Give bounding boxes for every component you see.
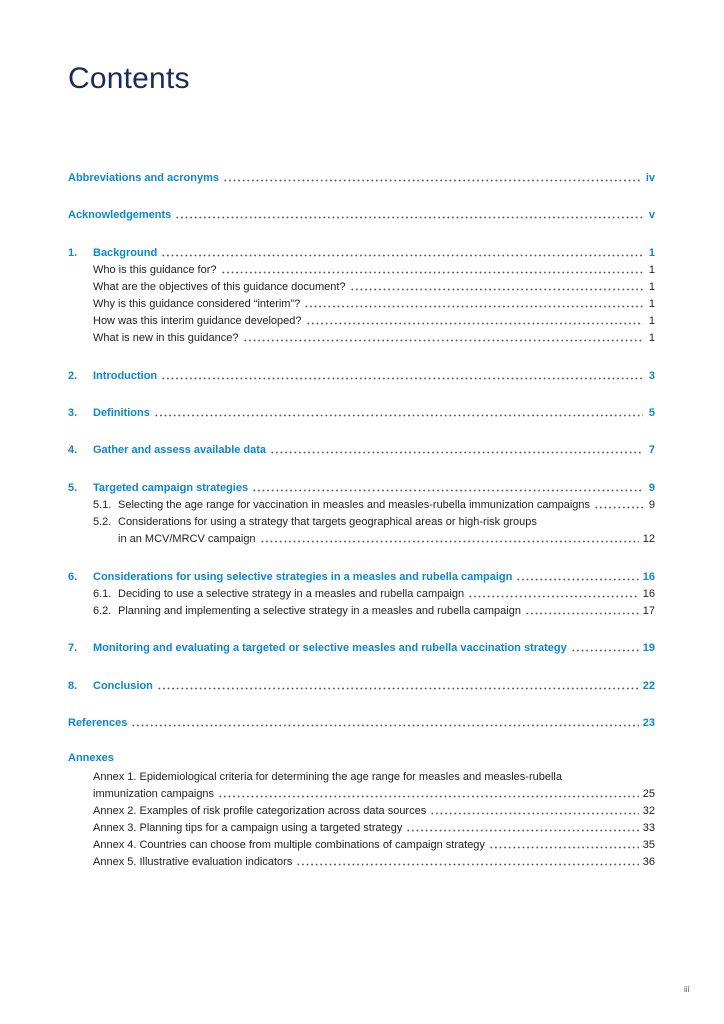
subsection-number: 5.1. (93, 499, 112, 511)
section-number: 8. (68, 680, 78, 692)
dot-leader (516, 571, 638, 581)
dot-leader (157, 680, 639, 690)
toc-entry-label: Who is this guidance for? (93, 264, 217, 276)
toc-subentry[interactable] (68, 295, 655, 311)
toc-page-number: 1 (648, 264, 655, 276)
toc-entry-references[interactable] (68, 714, 655, 730)
dot-leader (161, 247, 643, 257)
dot-leader (131, 717, 638, 727)
toc-entry-targeted-strategies[interactable] (68, 479, 655, 495)
dot-leader (430, 805, 639, 815)
toc-entry-monitoring[interactable] (68, 639, 655, 655)
toc-entry-background[interactable] (68, 244, 655, 260)
dot-leader (243, 332, 643, 342)
toc-page-number: 33 (642, 822, 655, 834)
toc-subentry[interactable] (68, 312, 655, 328)
toc-subentry-continuation[interactable] (68, 530, 655, 546)
toc-page-number: 1 (648, 315, 655, 327)
toc-subentry[interactable] (68, 513, 655, 529)
toc-annex-entry[interactable] (68, 819, 655, 835)
dot-leader (306, 315, 643, 325)
subsection-number: 6.1. (93, 588, 112, 600)
dot-leader (154, 407, 643, 417)
toc-page-number: 7 (648, 444, 655, 456)
section-number: 6. (68, 571, 78, 583)
section-number: 3. (68, 407, 78, 419)
dot-leader (161, 370, 643, 380)
toc-entry-label: Annex 5. Illustrative evaluation indicators (93, 856, 293, 868)
dot-leader (571, 642, 639, 652)
toc-page-number: 16 (642, 588, 655, 600)
toc-page-number: iv (645, 172, 655, 184)
toc-entry-label: Background (93, 247, 158, 259)
toc-page-number: 1 (648, 247, 655, 259)
toc-entry-label: Monitoring and evaluating a targeted or selective measles and rubella vaccination strategy (93, 642, 567, 654)
toc-page-number: 5 (648, 407, 655, 419)
toc-annex-entry-continuation[interactable] (68, 785, 655, 801)
toc-entry-label: Acknowledgements (68, 209, 172, 221)
toc-page-number: 9 (648, 482, 655, 494)
toc-entry-conclusion[interactable] (68, 677, 655, 693)
toc-entry-label: Introduction (93, 370, 158, 382)
dot-leader (175, 209, 643, 219)
subsection-number: 6.2. (93, 605, 112, 617)
toc-entry-label: Why is this guidance considered “interim”? (93, 298, 301, 310)
dot-leader (221, 264, 643, 274)
toc-page-number: 3 (648, 370, 655, 382)
toc-entry-label: What are the objectives of this guidance document? (93, 281, 346, 293)
dot-leader (350, 281, 643, 291)
page-title: Contents (68, 62, 190, 95)
toc-annex-entry[interactable] (68, 836, 655, 852)
toc-entry-label: Annex 1. Epidemiological criteria for determining the age range for measles and measles-rubella (93, 771, 562, 783)
toc-entry-label: Deciding to use a selective strategy in a measles and rubella campaign (118, 588, 465, 600)
toc-entry-label: Planning and implementing a selective strategy in a measles and rubella campaign (118, 605, 521, 617)
toc-entry-label: immunization campaigns (93, 788, 215, 800)
toc-page-number: 25 (642, 788, 655, 800)
toc-subentry[interactable] (68, 585, 655, 601)
toc-subentry[interactable] (68, 261, 655, 277)
toc-entry-definitions[interactable] (68, 404, 655, 420)
toc-annex-entry[interactable] (68, 768, 655, 784)
dot-leader (304, 298, 643, 308)
toc-entry-label: Annex 3. Planning tips for a campaign using a targeted strategy (93, 822, 403, 834)
toc-entry-label: Abbreviations and acronyms (68, 172, 219, 184)
subsection-number: 5.2. (93, 516, 112, 528)
toc-subentry[interactable] (68, 278, 655, 294)
toc-page-number: 22 (642, 680, 655, 692)
dot-leader (406, 822, 638, 832)
toc-page-number: 23 (642, 717, 655, 729)
toc-entry-label: Gather and assess available data (93, 444, 267, 456)
toc-entry-label: in an MCV/MRCV campaign (118, 533, 256, 545)
toc-page-number: 17 (642, 605, 655, 617)
toc-entry-label: Conclusion (93, 680, 153, 692)
toc-subentry[interactable] (68, 602, 655, 618)
toc-page-number: 9 (648, 499, 655, 511)
toc-page-number: 1 (648, 298, 655, 310)
toc-entry-label: Annex 4. Countries can choose from multiple combinations of campaign strategy (93, 839, 485, 851)
dot-leader (223, 172, 642, 182)
dot-leader (296, 856, 638, 866)
toc-entry-label: What is new in this guidance? (93, 332, 239, 344)
toc-page-number: 16 (642, 571, 655, 583)
toc-page-number: 35 (642, 839, 655, 851)
toc-annex-entry[interactable] (68, 802, 655, 818)
dot-leader (489, 839, 639, 849)
toc-entry-label: References (68, 717, 128, 729)
annexes-heading: Annexes (68, 752, 114, 764)
toc-entry-acknowledgements[interactable] (68, 206, 655, 222)
dot-leader (252, 482, 643, 492)
toc-entry-label: Selecting the age range for vaccination in measles and measles-rubella immunization campaigns (118, 499, 591, 511)
section-number: 7. (68, 642, 78, 654)
section-number: 2. (68, 370, 78, 382)
section-number: 5. (68, 482, 78, 494)
toc-entry-label: Considerations for using selective strategies in a measles and rubella campaign (93, 571, 513, 583)
dot-leader (594, 499, 643, 509)
dot-leader (468, 588, 639, 598)
toc-entry-label: How was this interim guidance developed? (93, 315, 302, 327)
toc-page-number: 19 (642, 642, 655, 654)
toc-entry-abbreviations[interactable] (68, 169, 655, 185)
toc-entry-label: Considerations for using a strategy that targets geographical areas or high-risk groups (118, 516, 537, 528)
toc-entry-label: Definitions (93, 407, 150, 419)
toc-annex-entry[interactable] (68, 853, 655, 869)
section-number: 1. (68, 247, 78, 259)
section-number: 4. (68, 444, 78, 456)
page-folio: iii (684, 985, 690, 994)
toc-page-number: v (648, 209, 655, 221)
toc-entry-label: Targeted campaign strategies (93, 482, 249, 494)
toc-subentry[interactable] (68, 329, 655, 345)
toc-page-number: 1 (648, 332, 655, 344)
dot-leader (525, 605, 639, 615)
toc-page-number: 36 (642, 856, 655, 868)
toc-entry-label: Annex 2. Examples of risk profile categorization across data sources (93, 805, 427, 817)
dot-leader (260, 533, 639, 543)
toc-page-number: 1 (648, 281, 655, 293)
toc-page-number: 32 (642, 805, 655, 817)
toc-page-number: 12 (642, 533, 655, 545)
toc-entry-introduction[interactable] (68, 367, 655, 383)
toc-subentry[interactable] (68, 496, 655, 512)
dot-leader (218, 788, 639, 798)
toc-entry-gather-data[interactable] (68, 441, 655, 457)
dot-leader (270, 444, 643, 454)
toc-entry-selective-strategies[interactable] (68, 568, 655, 584)
